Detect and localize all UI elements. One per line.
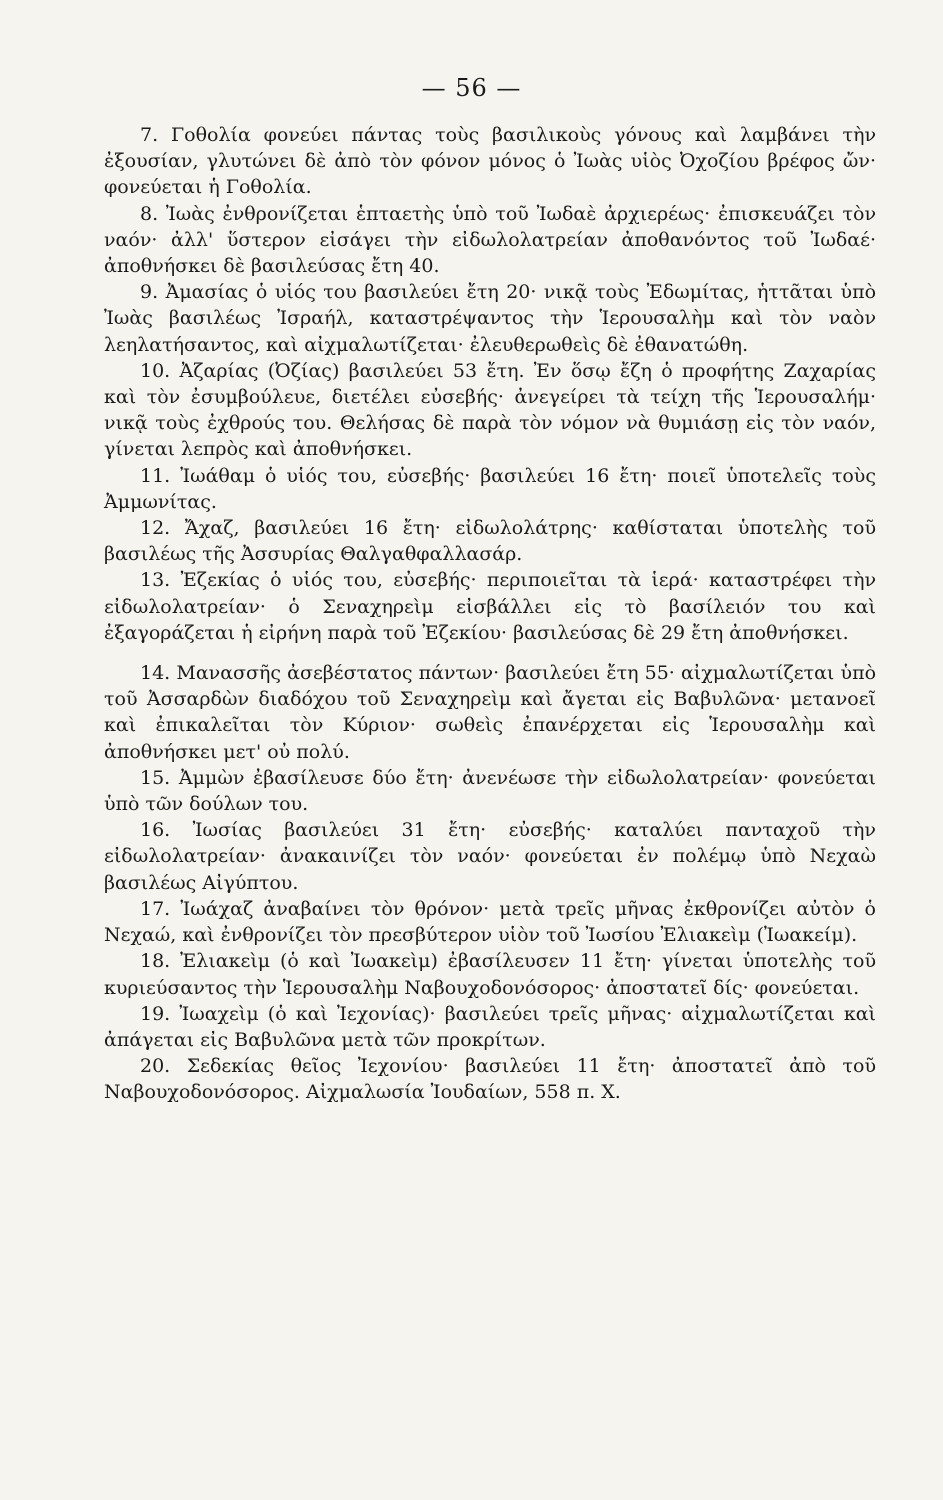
- paragraph-text: Ἀζαρίας (Ὀζίας) βασιλεύει 53 ἔτη. Ἐν ὅσῳ ἔζη ὁ προφήτης Ζαχαρίας καὶ τὸν ἐσυμβούλευε, διετέλει εὐσεβής· ἀνεγείρει τὰ τείχη τῆς Ἱερουσαλήμ· νικᾷ τοὺς ἐχθρούς του. Θελήσας δὲ παρὰ τὸν νόμον νὰ θυμιάσῃ εἰς τὸν ναόν, γίνεται λεπρὸς καὶ ἀποθνήσκει.: [104, 359, 876, 461]
- paragraph-15: [104, 765, 876, 817]
- paragraph-text: Ἰωάθαμ ὁ υἱός του, εὐσεβής· βασιλεύει 16 ἔτη· ποιεῖ ὑποτελεῖς τοὺς Ἀμμωνίτας.: [104, 464, 877, 513]
- paragraph-text: Ἰωαχεὶμ (ὁ καὶ Ἰεχονίας)· βασιλεύει τρεῖς μῆνας· αἰχμαλωτίζεται καὶ ἀπάγεται εἰς Βαβυλῶνα μετὰ τῶν προκρίτων.: [104, 1002, 876, 1051]
- item-number: 9.: [140, 281, 159, 304]
- paragraph-13: [104, 567, 876, 646]
- page-body: [104, 122, 876, 1106]
- item-number: 18.: [140, 950, 171, 973]
- item-number: 10.: [140, 359, 171, 382]
- paragraph-11: [104, 463, 876, 515]
- paragraph-text: Ἐζεκίας ὁ υἱός του, εὐσεβής· περιποιεῖται τὰ ἱερά· καταστρέφει τὴν εἰδωλολατρείαν· ὁ Σεναχηρεὶμ εἰσβάλλει εἰς τὸ βασίλειόν του καὶ ἐξαγοράζεται ἡ εἰρήνη παρὰ τοῦ Ἐζεκίου· βασιλεύσας δὲ 29 ἔτη ἀποθνήσκει.: [104, 569, 877, 644]
- item-number: 12.: [140, 517, 171, 540]
- paragraph-text: Ἰωάχαζ ἀναβαίνει τὸν θρόνον· μετὰ τρεῖς μῆνας ἐκθρονίζει αὐτὸν ὁ Νεχαώ, καὶ ἐνθρονίζει τὸν πρεσβύτερον υἱὸν τοῦ Ἰωσίου Ἐλιακεὶμ (Ἰωακείμ).: [104, 897, 876, 947]
- paragraph-text: Ἰωὰς ἐνθρονίζεται ἑπταετὴς ὑπὸ τοῦ Ἰωδαὲ ἀρχιερέως· ἐπισκευάζει τὸν ναόν· ἀλλ' ὕστερον εἰσάγει τὴν εἰδωλολατρείαν ἀποθανόντος τοῦ Ἰωδαέ· ἀποθνήσκει δὲ βασιλεύσας ἔτη 40.: [104, 202, 876, 278]
- item-number: 8.: [140, 202, 159, 225]
- paragraph-16: [104, 817, 876, 896]
- paragraph-19: [104, 1001, 876, 1053]
- paragraph-text: Ἀμασίας ὁ υἱός του βασιλεύει ἔτη 20· νικᾷ τοὺς Ἐδωμίτας, ἡττᾶται ὑπὸ Ἰωὰς βασιλέως Ἰσραήλ, καταστρέψαντος τὴν Ἱερουσαλὴμ καὶ τὸν ναὸν λεηλατήσαντος, καὶ αἰχμαλωτίζεται· ἐλευθερωθεὶς δὲ ἐθανατώθη.: [104, 281, 877, 356]
- paragraph-14: [104, 660, 876, 765]
- item-number: 20.: [140, 1055, 171, 1078]
- item-number: 17.: [140, 897, 171, 920]
- paragraph-10: [104, 358, 876, 463]
- paragraph-12: [104, 515, 876, 567]
- paragraph-18: [104, 948, 876, 1000]
- paragraph-text: Γοθολία φονεύει πάντας τοὺς βασιλικοὺς γόνους καὶ λαμβάνει τὴν ἐξουσίαν, γλυτώνει δὲ ἀπὸ τὸν φόνον μόνος ὁ Ἰωὰς υἱὸς Ὀχοζίου βρέφος ὤν· φονεύεται ἡ Γοθολία.: [104, 124, 877, 199]
- paragraph-text: Ἄχαζ, βασιλεύει 16 ἔτη· εἰδωλολάτρης· καθίσταται ὑποτελὴς τοῦ βασιλέως τῆς Ἀσσυρίας Θαλγαθφαλλασάρ.: [104, 517, 876, 566]
- page-number: — 56 —: [421, 74, 522, 102]
- paragraph-7: [104, 122, 876, 201]
- paragraph-9: [104, 279, 876, 358]
- paragraph-text: Ἰωσίας βασιλεύει 31 ἔτη· εὐσεβής· καταλύει πανταχοῦ τὴν εἰδωλολατρείαν· ἀνακαινίζει τὸν ναόν· φονεύεται ἐν πολέμῳ ὑπὸ Νεχαὼ βασιλέως Αἰγύπτου.: [104, 819, 876, 894]
- item-number: 15.: [140, 766, 171, 789]
- paragraph-text: Μανασσῆς ἀσεβέστατος πάντων· βασιλεύει ἔτη 55· αἰχμαλωτίζεται ὑπὸ τοῦ Ἀσσαρδὼν διαδόχου τοῦ Σεναχηρεὶμ καὶ ἄγεται εἰς Βαβυλῶνα· μετανοεῖ καὶ ἐπικαλεῖται τὸν Κύριον· σωθεὶς ἐπανέρχεται εἰς Ἱερουσαλὴμ καὶ ἀποθνήσκει μετ' οὐ πολύ.: [104, 662, 877, 763]
- item-number: 7.: [140, 124, 159, 146]
- item-number: 16.: [140, 819, 171, 842]
- item-number: 13.: [140, 569, 171, 592]
- paragraph-20: [104, 1053, 876, 1105]
- item-number: 11.: [140, 464, 171, 487]
- paragraph-text: Ἐλιακεὶμ (ὁ καὶ Ἰωακεὶμ) ἐβασίλευσεν 11 ἔτη· γίνεται ὑποτελὴς τοῦ κυριεύσαντος τὴν Ἱερουσαλὴμ Ναβουχοδονόσορος· ἀποστατεῖ δίς· φονεύεται.: [104, 950, 877, 999]
- item-number: 14.: [140, 662, 171, 685]
- paragraph-text: Σεδεκίας θεῖος Ἰεχονίου· βασιλεύει 11 ἔτη· ἀποστατεῖ ἀπὸ τοῦ Ναβουχοδονόσορος. Αἰχμαλωσία Ἰουδαίων, 558 π. Χ.: [104, 1055, 876, 1104]
- paragraph-text: Ἀμμὼν ἐβασίλευσε δύο ἔτη· ἀνενέωσε τὴν εἰδωλολατρείαν· φονεύεται ὑπὸ τῶν δούλων του.: [104, 766, 877, 816]
- paragraph-8: [104, 201, 876, 280]
- paragraph-17: [104, 896, 876, 948]
- item-number: 19.: [140, 1002, 171, 1025]
